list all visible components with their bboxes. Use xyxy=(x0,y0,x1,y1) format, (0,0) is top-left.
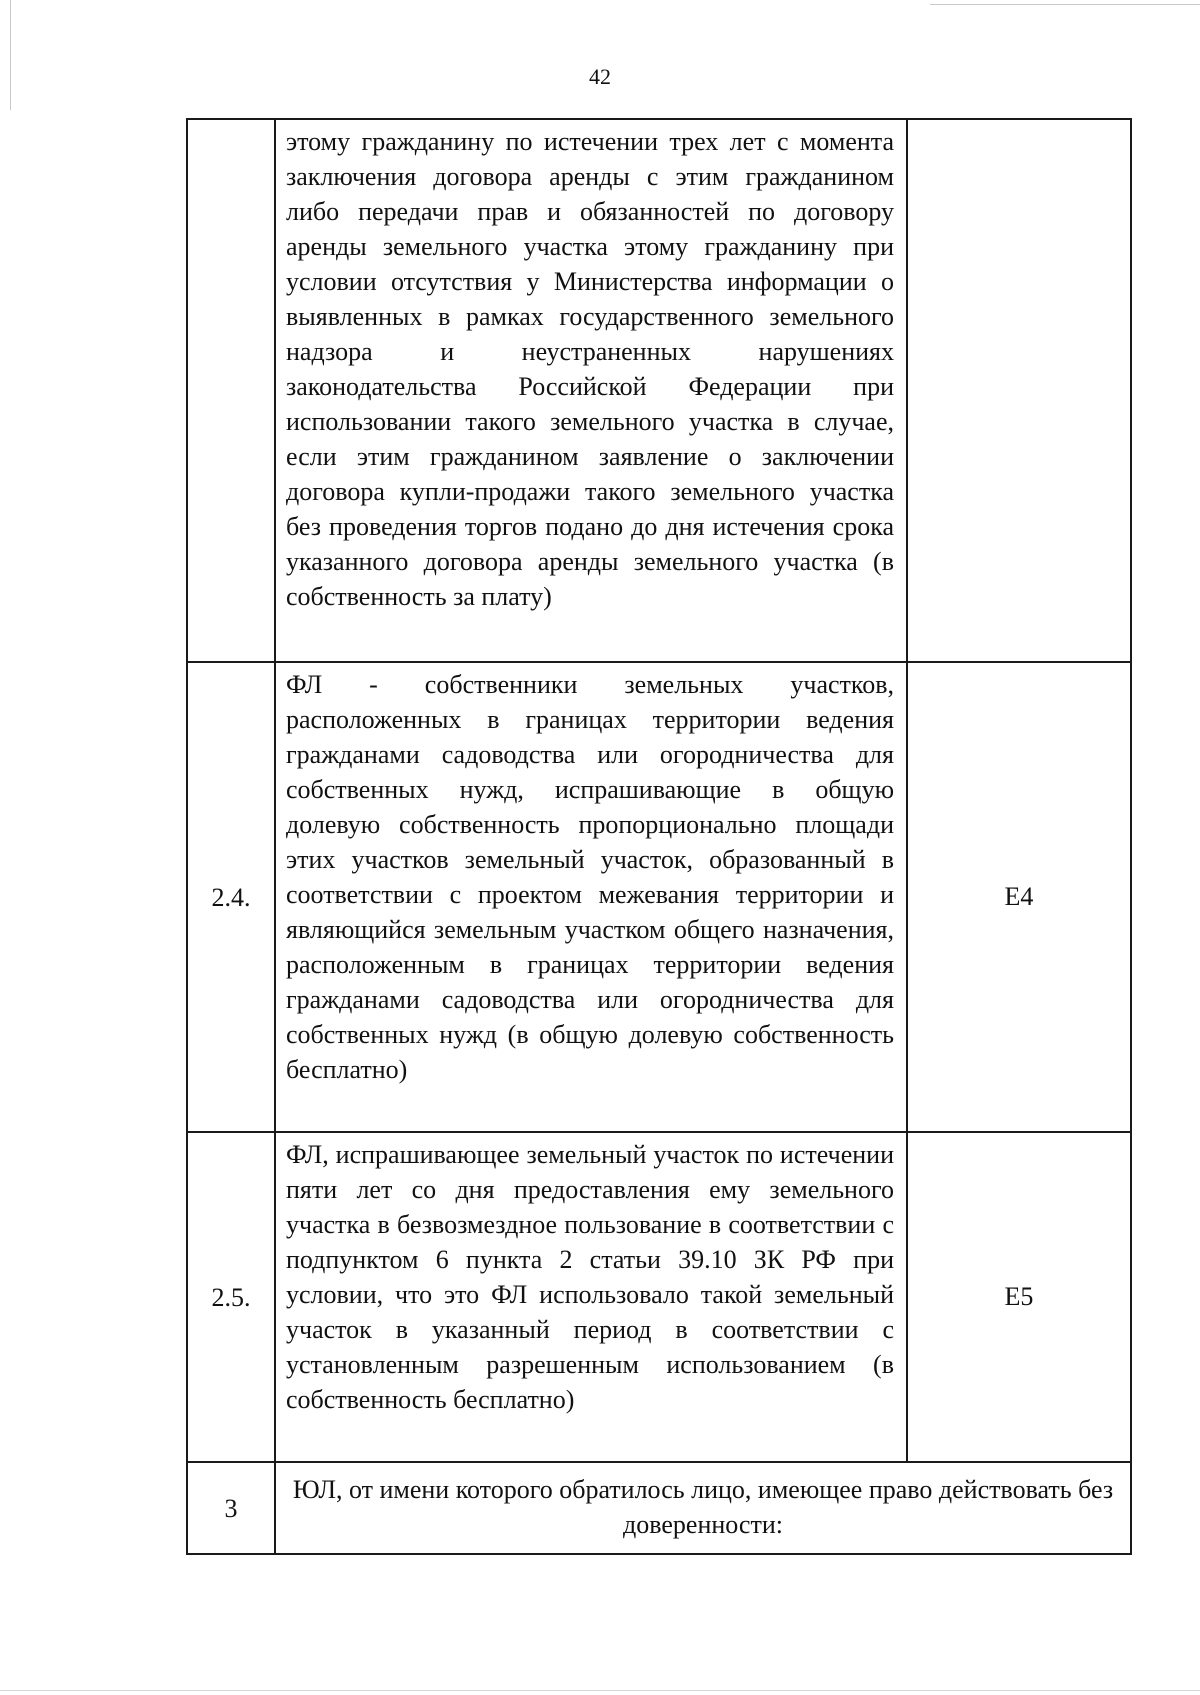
table-row-section-3 xyxy=(187,1462,1131,1554)
row-code xyxy=(907,119,1131,662)
row-description: ФЛ, испрашивающее земельный участок по истечении пяти лет со дня предоставления ему земельного участка в безвозмездное пользование в соответствии с подпунктом 6 пункта 2 статьи 39.10 ЗК РФ при условии, что это ФЛ использовало такой земельный участок в указанный период в соответствии с установленным разрешенным использованием (в собственность бесплатно) xyxy=(275,1132,907,1462)
page-number: 42 xyxy=(589,64,611,89)
row-number: 2.4. xyxy=(187,662,275,1132)
document-table xyxy=(186,118,1132,1555)
row-description: ФЛ - собственники земельных участков, расположенных в границах территории ведения гражданами садоводства или огородничества для собственных нужд, испрашивающие в общую долевую собственность пропорционально площади этих участков земельный участок, образованный в соответствии с проектом межевания территории и являющийся земельным участком общего назначения, расположенным в границах территории ведения гражданами садоводства или огородничества для собственных нужд (в общую долевую собственность бесплатно) xyxy=(275,662,907,1132)
table-row-continuation xyxy=(187,119,1131,662)
scan-edge-bottom xyxy=(0,1690,1200,1691)
section-number: 3 xyxy=(187,1462,275,1554)
scan-edge-left xyxy=(10,0,11,110)
table-row-2-4 xyxy=(187,662,1131,1132)
row-code: E5 xyxy=(907,1132,1131,1462)
row-code: E4 xyxy=(907,662,1131,1132)
row-number: 2.5. xyxy=(187,1132,275,1462)
scan-edge-top xyxy=(930,4,1200,5)
table-row-2-5 xyxy=(187,1132,1131,1462)
section-heading: ЮЛ, от имени которого обратилось лицо, имеющее право действовать без доверенности: xyxy=(275,1462,1131,1554)
row-number xyxy=(187,119,275,662)
row-description: этому гражданину по истечении трех лет с момента заключения договора аренды с этим гражданином либо передачи прав и обязанностей по договору аренды земельного участка этому гражданину при условии отсутствия у Министерства информации о выявленных в рамках государственного земельного надзора и неустраненных нарушениях законодательства Российской Федерации при использовании такого земельного участка в случае, если этим гражданином заявление о заключении договора купли-продажи такого земельного участка без проведения торгов подано до дня истечения срока указанного договора аренды земельного участка (в собственность за плату) xyxy=(275,119,907,662)
